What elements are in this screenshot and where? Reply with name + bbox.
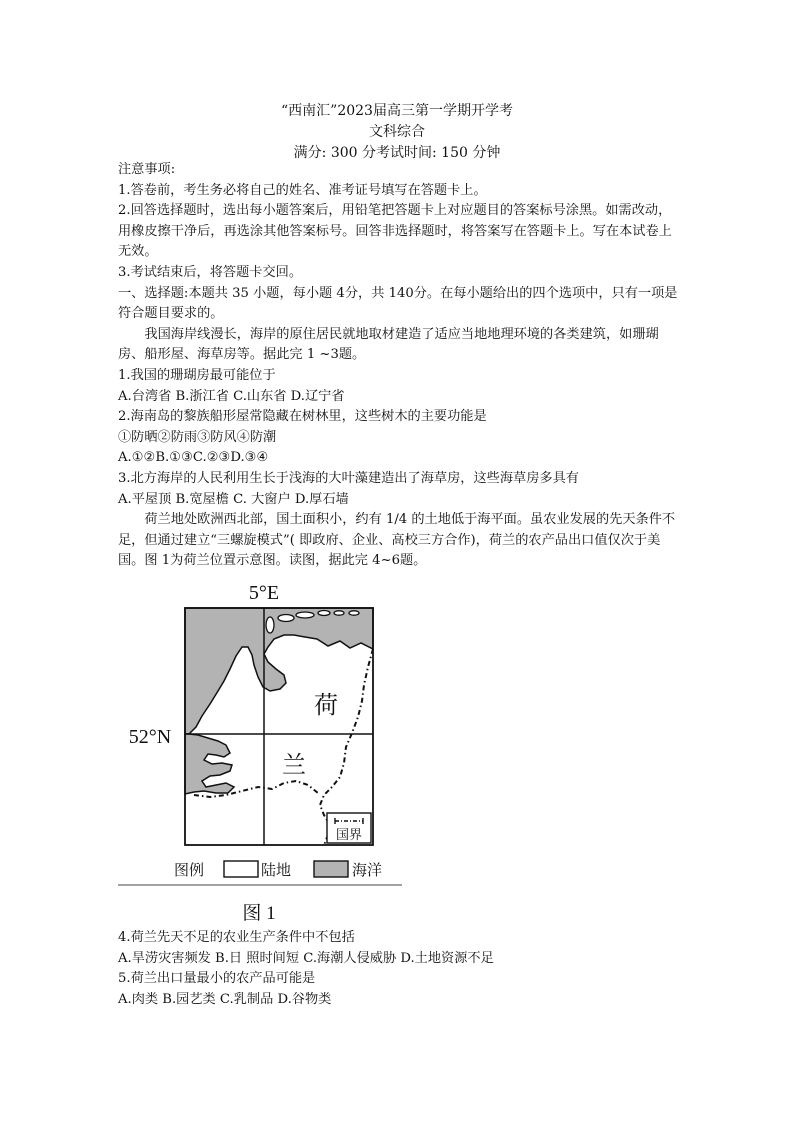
notice-item-3: 3.考试结束后，将答题卡交回。 xyxy=(118,264,303,280)
island xyxy=(266,617,274,633)
question-4-options: A.旱涝灾害频发 B.日 照时间短 C.海潮人侵威胁 D.土地资源不足 xyxy=(118,950,494,966)
legend-prefix: 图例 xyxy=(174,861,205,879)
question-5: 5.荷兰出口量最小的农产品可能是 xyxy=(118,971,316,987)
notice-item-1: 1.答卷前，考生务必将自己的姓名、准考证号填写在答题卡上。 xyxy=(118,182,487,198)
question-5-options: A.肉类 B.园艺类 C.乳制品 D.谷物类 xyxy=(118,991,332,1007)
question-2: 2.海南岛的黎族船形屋常隐藏在树林里，这些树木的主要功能是 xyxy=(118,409,487,425)
exam-score-time: 满分: 300 分考试时间: 150 分钟 xyxy=(293,145,501,161)
netherlands-map-figure xyxy=(118,577,408,925)
question-3-options: A.平屋顶 B.宽屋檐 C. 大窗户 D.厚石墙 xyxy=(118,491,349,507)
legend-land-label: 陆地 xyxy=(261,861,292,879)
notice-item-2: 2.回答选择题时，选出每小题答案后，用铅笔把答题卡上对应题目的答案标号涂黑。如需改动，用橡皮擦干净后，再选涂其他答案标号。回答非选择题时，将答案写在答题卡上。写在本试卷上无效。 xyxy=(118,203,672,260)
country-name-char-2: 兰 xyxy=(282,751,306,779)
island xyxy=(278,615,294,622)
island xyxy=(334,611,344,615)
legend-land-swatch xyxy=(224,861,258,877)
question-2-options: A.①②B.①③C.②③D.③④ xyxy=(118,450,269,466)
question-4: 4.荷兰先天不足的农业生产条件中不包括 xyxy=(118,930,355,945)
questions-after-map xyxy=(118,928,678,1010)
figure-caption: 图 1 xyxy=(242,903,276,924)
exam-body xyxy=(118,160,678,572)
passage-1: 我国海岸线漫长，海岸的原住居民就地取材建造了适应当地地理环境的各类建筑，如珊瑚房、船形屋、海草房等。据此完 1 ~3题。 xyxy=(118,326,659,363)
netherlands-map xyxy=(118,577,408,925)
island xyxy=(296,612,314,618)
question-1-options: A.台湾省 B.浙江省 C.山东省 D.辽宁省 xyxy=(118,388,345,404)
border-legend-label: 国界 xyxy=(335,828,363,843)
section-heading: 一、选择题:本题共 35 小题，每小题 4分，共 140分。在每小题给出的四个选项中，只有一项是符合题目要求的。 xyxy=(118,285,678,322)
question-2-items: ①防晒②防雨③防风④防潮 xyxy=(118,429,277,445)
question-1: 1.我国的珊瑚房最可能位于 xyxy=(118,367,276,383)
legend-sea-swatch xyxy=(314,861,348,877)
border-legend-box xyxy=(327,813,371,843)
country-name-char-1: 荷 xyxy=(314,691,338,719)
island xyxy=(349,611,359,615)
latitude-label: 52°N xyxy=(128,726,172,748)
passage-2: 荷兰地处欧洲西北部，国土面积小，约有 1/4 的土地低于海平面。虽农业发展的先天条件不足，但通过建立“三螺旋模式”( 即政府、企业、高校三方合作)，荷兰的农产品出口值仅次于美国。图 1为荷兰位置示意图。读图，据此完 4~6题。 xyxy=(118,512,676,569)
exam-subject: 文科综合 xyxy=(369,124,425,140)
longitude-label: 5°E xyxy=(248,582,280,604)
island xyxy=(318,611,330,616)
notice-title: 注意事项: xyxy=(118,162,176,177)
legend-sea-label: 海洋 xyxy=(352,861,383,879)
exam-title: “西南汇”2023届高三第一学期开学考 xyxy=(281,103,513,119)
question-3: 3.北方海岸的人民利用生长于浅海的大叶藻建造出了海草房，这些海草房多具有 xyxy=(118,470,579,486)
